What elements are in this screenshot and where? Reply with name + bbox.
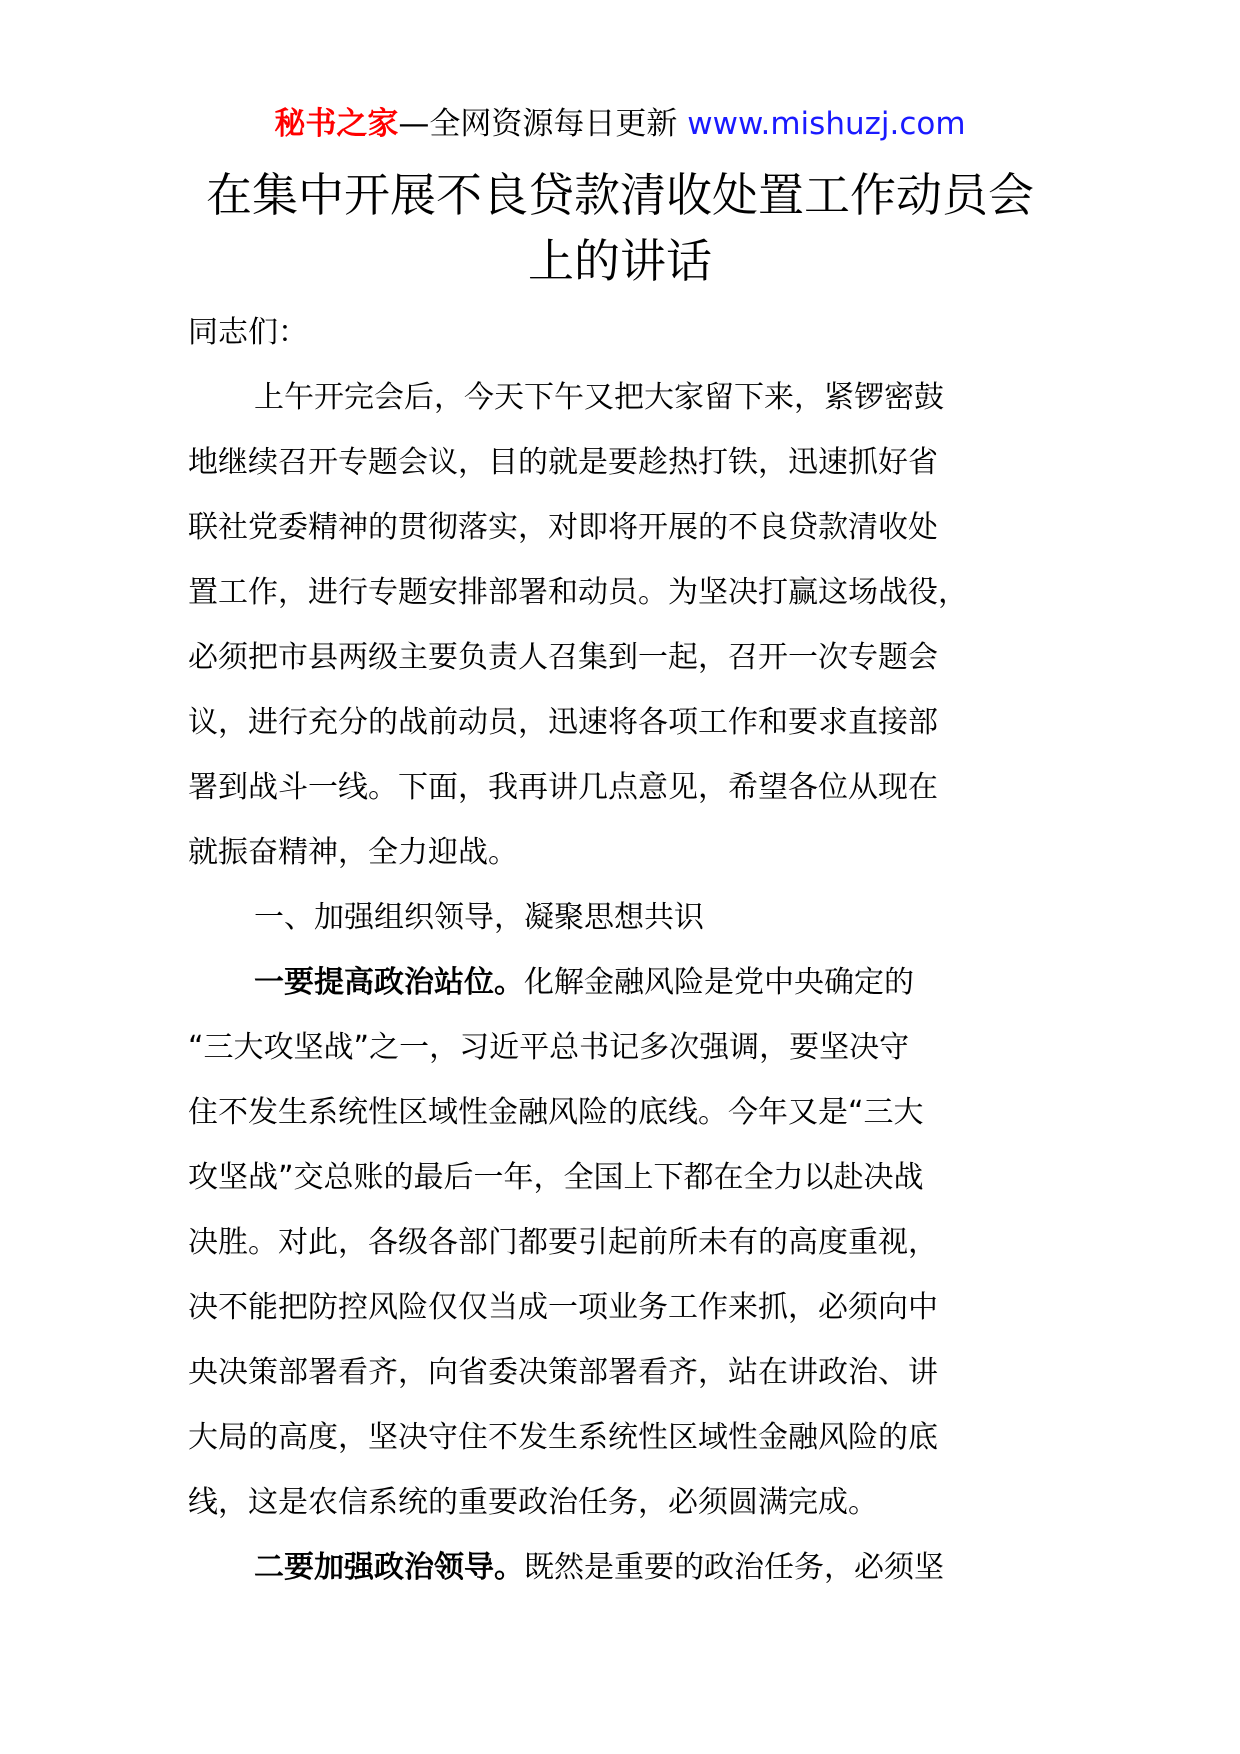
paragraph-lead: 一要提高政治站位。 [254, 965, 524, 1000]
header-tagline: —全网资源每日更新 [398, 106, 688, 142]
paragraph-lead: 二要加强政治领导。 [254, 1550, 524, 1585]
paragraph-line [188, 1535, 1068, 1600]
paragraph-line: 署到战斗一线。下面，我再讲几点意见，希望各位从现在 [188, 770, 938, 805]
paragraph-intro [188, 365, 1068, 885]
title-line-2: 上的讲话 [528, 234, 712, 288]
site-header [0, 102, 1240, 146]
title-line-1: 在集中开展不良贷款清收处置工作动员会 [206, 168, 1034, 222]
paragraph-line [188, 950, 1068, 1015]
paragraph-line: 住不发生系统性区域性金融风险的底线。今年又是“三大 [188, 1095, 924, 1130]
brand-name: 秘书之家 [274, 106, 399, 142]
paragraph-line: 上午开完会后，今天下午又把大家留下来，紧锣密鼓 [254, 380, 944, 415]
document-title [150, 162, 1090, 294]
paragraph-line: 央决策部署看齐，向省委决策部署看齐，站在讲政治、讲 [188, 1355, 938, 1390]
paragraph-line: 就振奋精神，全力迎战。 [188, 835, 518, 870]
paragraph-line: 必须把市县两级主要负责人召集到一起，召开一次专题会 [188, 640, 938, 675]
paragraph-line: 线，这是农信系统的重要政治任务，必须圆满完成。 [188, 1485, 878, 1520]
paragraph-line: 议，进行充分的战前动员，迅速将各项工作和要求直接部 [188, 705, 938, 740]
paragraph-text: 既然是重要的政治任务，必须坚 [524, 1550, 944, 1585]
paragraph-line: 地继续召开专题会议，目的就是要趁热打铁，迅速抓好省 [188, 445, 938, 480]
paragraph-line: “三大攻坚战”之一，习近平总书记多次强调，要坚决守 [188, 1030, 910, 1065]
paragraph-line: 攻坚战”交总账的最后一年，全国上下都在全力以赴决战 [188, 1160, 924, 1195]
paragraph-line: 联社党委精神的贯彻落实，对即将开展的不良贷款清收处 [188, 510, 938, 545]
paragraph-political-stance [188, 950, 1068, 1535]
paragraph-line: 置工作，进行专题安排部署和动员。为坚决打赢这场战役， [188, 575, 968, 610]
paragraph-line: 大局的高度，坚决守住不发生系统性区域性金融风险的底 [188, 1420, 938, 1455]
paragraph-text: 化解金融风险是党中央确定的 [524, 965, 914, 1000]
paragraph-line: 决不能把防控风险仅仅当成一项业务工作来抓，必须向中 [188, 1290, 938, 1325]
paragraph-line: 决胜。对此，各级各部门都要引起前所未有的高度重视， [188, 1225, 938, 1260]
section-heading-1: 一、加强组织领导，凝聚思想共识 [254, 900, 704, 935]
site-url-link[interactable]: www.mishuzj.com [687, 106, 966, 142]
salutation: 同志们： [188, 315, 308, 350]
paragraph-political-leadership [188, 1535, 1068, 1600]
document-body [188, 300, 1068, 1600]
